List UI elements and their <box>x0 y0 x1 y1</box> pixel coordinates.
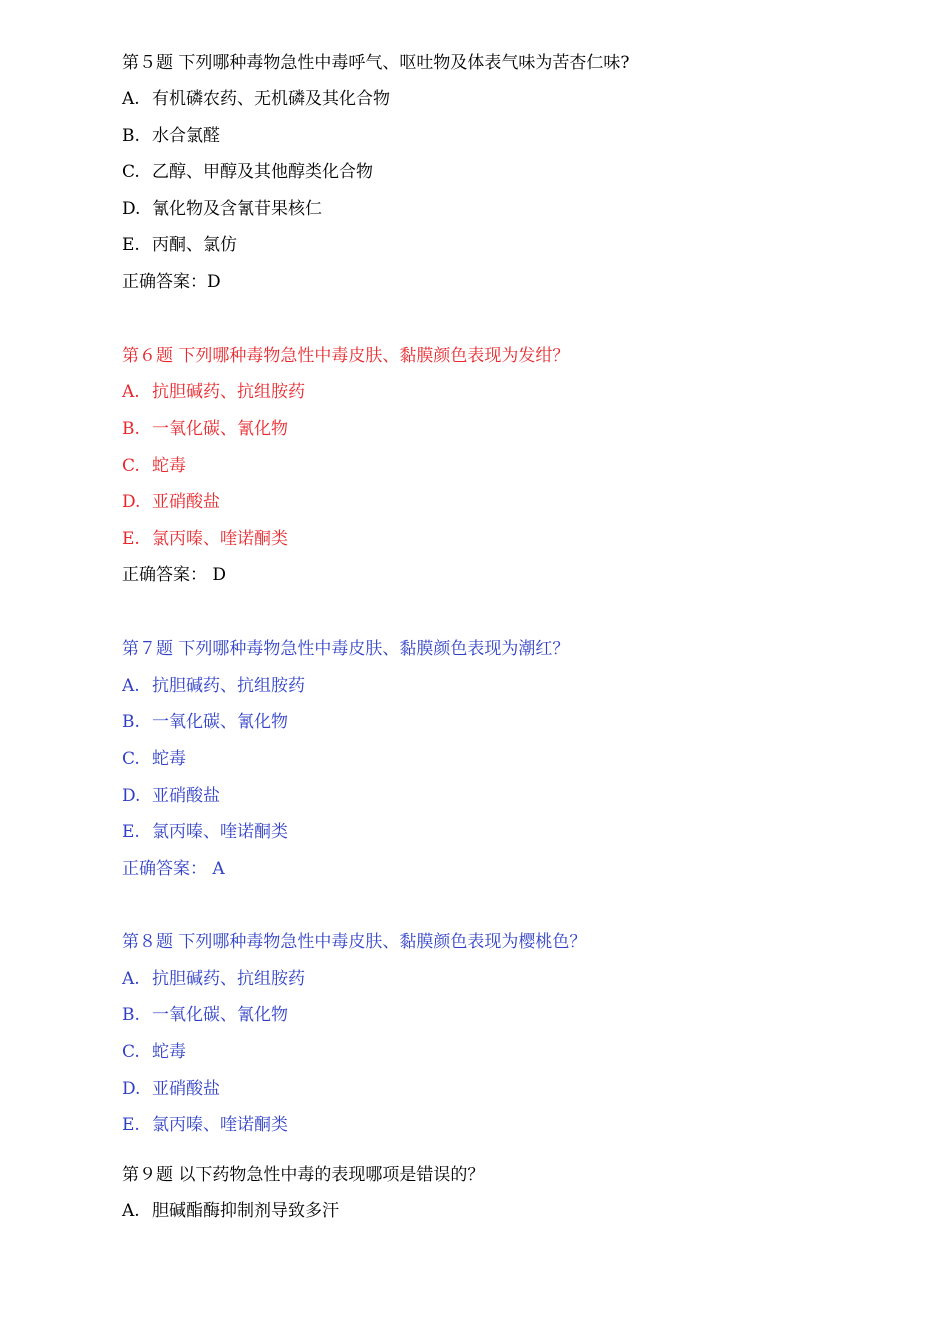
question-8-option-d <box>122 1078 220 1100</box>
option-letter: D. <box>122 492 141 512</box>
option-letter: D. <box>122 786 141 806</box>
option-letter: C. <box>122 1042 140 1062</box>
option-text: 氯丙嗪、喹诺酮类 <box>152 822 288 842</box>
option-text: 一氧化碳、氰化物 <box>152 1005 288 1025</box>
option-letter: B. <box>122 419 140 439</box>
question-8-option-a <box>122 968 305 990</box>
question-8-option-c <box>122 1041 186 1063</box>
option-letter: C. <box>122 456 140 476</box>
option-letter: A. <box>122 969 140 989</box>
question-6-option-a <box>122 381 305 403</box>
option-letter: C. <box>122 162 140 182</box>
question-5-title: 第５题 下列哪种毒物急性中毒呼气、呕吐物及体表气味为苦杏仁味? <box>122 53 630 73</box>
option-text: 蛇毒 <box>152 1042 186 1062</box>
option-text: 抗胆碱药、抗组胺药 <box>152 382 305 402</box>
option-text: 亚硝酸盐 <box>152 786 220 806</box>
option-text: 有机磷农药、无机磷及其化合物 <box>152 89 390 109</box>
question-8-title: 第８题 下列哪种毒物急性中毒皮肤、黏膜颜色表现为樱桃色？ <box>122 932 587 952</box>
question-5-option-d <box>122 198 322 220</box>
question-6-option-c <box>122 455 186 477</box>
question-6-option-d <box>122 491 220 513</box>
option-text: 抗胆碱药、抗组胺药 <box>152 676 305 696</box>
option-text: 胆碱酯酶抑制剂导致多汗 <box>152 1201 339 1221</box>
option-letter: C. <box>122 749 140 769</box>
option-text: 氰化物及含氰苷果核仁 <box>152 199 322 219</box>
option-letter: A. <box>122 676 140 696</box>
option-text: 乙醇、甲醇及其他醇类化合物 <box>152 162 373 182</box>
option-text: 抗胆碱药、抗组胺药 <box>152 969 305 989</box>
option-letter: E. <box>122 235 140 255</box>
option-text: 一氧化碳、氰化物 <box>152 712 288 732</box>
question-7-answer: 正确答案： A <box>122 859 225 879</box>
question-6-option-b <box>122 418 288 440</box>
option-letter: D. <box>122 199 141 219</box>
option-text: 水合氯醛 <box>152 126 220 146</box>
question-7-option-a <box>122 675 305 697</box>
question-7-title: 第７题 下列哪种毒物急性中毒皮肤、黏膜颜色表现为潮红？ <box>122 639 570 659</box>
question-7-option-e <box>122 821 288 843</box>
question-7-option-c <box>122 748 186 770</box>
question-5-option-b <box>122 125 220 147</box>
option-letter: D. <box>122 1079 141 1099</box>
option-text: 蛇毒 <box>152 749 186 769</box>
question-6-answer: 正确答案： D <box>122 565 227 585</box>
question-9-title: 第９题 以下药物急性中毒的表现哪项是错误的？ <box>122 1165 485 1185</box>
option-text: 亚硝酸盐 <box>152 1079 220 1099</box>
option-letter: A. <box>122 382 140 402</box>
question-5-option-c <box>122 161 373 183</box>
option-text: 亚硝酸盐 <box>152 492 220 512</box>
option-text: 蛇毒 <box>152 456 186 476</box>
option-letter: E. <box>122 529 140 549</box>
option-letter: B. <box>122 126 140 146</box>
option-letter: B. <box>122 1005 140 1025</box>
option-letter: A. <box>122 89 140 109</box>
option-text: 一氧化碳、氰化物 <box>152 419 288 439</box>
option-text: 氯丙嗪、喹诺酮类 <box>152 529 288 549</box>
option-text: 丙酮、氯仿 <box>152 235 237 255</box>
question-7-option-d <box>122 785 220 807</box>
question-6-option-e <box>122 528 288 550</box>
question-8-option-b <box>122 1004 288 1026</box>
option-letter: E. <box>122 822 140 842</box>
question-5-option-e <box>122 234 237 256</box>
question-6-title: 第６题 下列哪种毒物急性中毒皮肤、黏膜颜色表现为发绀？ <box>122 346 570 366</box>
question-8-option-e <box>122 1114 288 1136</box>
option-text: 氯丙嗪、喹诺酮类 <box>152 1115 288 1135</box>
question-9-option-a <box>122 1200 339 1222</box>
question-5-answer: 正确答案：D <box>122 272 221 292</box>
question-5-option-a <box>122 88 390 110</box>
option-letter: B. <box>122 712 140 732</box>
option-letter: A. <box>122 1201 140 1221</box>
question-7-option-b <box>122 711 288 733</box>
option-letter: E. <box>122 1115 140 1135</box>
